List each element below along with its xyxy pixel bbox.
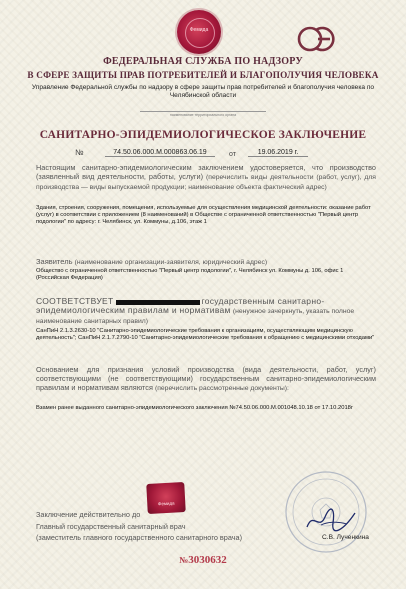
struck-out-phrase: НЕ СООТВЕТСТВУЕТ: [116, 300, 200, 305]
compliance-value: СанПиН 2.1.3.2630-10 "Санитарно-эпидемиологические требования к организациям, осуществляющим медицинскую деятельность"; СанПиН 2.1.7.2790-10 "Санитарно-эпидемиологические требования к обращению с медицинскими отходами": [36, 328, 375, 342]
certify-text: Настоящим санитарно-эпидемиологическим заключением удостоверяется, что производство (заявленный вид деятельности, работы, услуги): [36, 163, 376, 182]
seal-ring: [185, 18, 215, 48]
certificate-date: 19.06.2019 г.: [248, 149, 308, 157]
signature-icon: [303, 505, 359, 535]
hologram-seal: [177, 10, 221, 54]
applicant-row: [36, 257, 376, 266]
seal-text: Фемида: [189, 27, 209, 33]
applicant-label: Заявитель: [36, 257, 73, 266]
signatory-line-2: (заместитель главного государственного санитарного врача): [36, 533, 243, 542]
serial-prefix: №: [179, 555, 189, 565]
certificate-number: 74.50.06.000.М.000863.06.19: [105, 149, 215, 157]
signatory-line-1: Главный государственный санитарный врач: [36, 522, 186, 531]
validity-label: Заключение действительно до: [36, 510, 141, 519]
compliance-hint: (ненужное зачеркнуть, указать полное наименование санитарных правил): [36, 308, 355, 326]
grounds-hint: (перечислить рассмотренные документы):: [154, 385, 289, 393]
compliance-word: СООТВЕТСТВУЕТ: [36, 296, 114, 306]
grounds-value: Взамен ранее выданного санитарно-эпидемиологического заключения №74.50.06.000.М.001048.10.18 от 17.10.2018г: [36, 405, 354, 411]
compliance-paragraph: [36, 297, 380, 327]
certify-value: Здания, строения, сооружения, помещения, используемые для осуществления медицинской деятельности: оказание работ (услуг) в соответствии с приложением (8 наименований) в Обществе с ограниченной ответственностью "Первый центр подологии" по адресу: г. Челябинск, ул. Коммуны, д.106, этаж 1: [36, 205, 371, 226]
service-line-1: ФЕДЕРАЛЬНАЯ СЛУЖБА ПО НАДЗОРУ: [103, 56, 303, 67]
number-label: №: [75, 148, 84, 157]
service-line-2: В СФЕРЕ ЗАЩИТЫ ПРАВ ПОТРЕБИТЕЛЕЙ И БЛАГОПОЛУЧИЯ ЧЕЛОВЕКА: [27, 70, 379, 80]
authority-caption: наименование территориального органа: [140, 111, 266, 117]
document-title: САНИТАРНО-ЭПИДЕМИОЛОГИЧЕСКОЕ ЗАКЛЮЧЕНИЕ: [39, 129, 367, 141]
grounds-paragraph: [36, 365, 376, 394]
applicant-value: Общество с ограниченной ответственностью "Первый центр подологии", г. Челябинск ул. Коммуны д. 106, офис 1 (Российская Федерация): [36, 268, 344, 282]
grounds-text: Основанием для признания условий производства (вида деятельности, работ, услуг) соответствующими (не соответствующими) государственным санитарно-эпидемиологическим правилам и нормативам являются: [36, 365, 376, 393]
certify-hint: (перечислить виды деятельности (работ, услуг), для производства — виды выпускаемой продукции; наименование объекта фактический адрес): [36, 174, 376, 192]
date-prefix: от: [229, 151, 236, 158]
certify-paragraph: [36, 163, 376, 193]
signatory-name: С.В. Лученкина: [322, 534, 369, 541]
hologram-stamp: [146, 482, 186, 514]
se-logo-icon: [296, 25, 336, 53]
serial-number-row: [0, 554, 406, 566]
serial-number: 3030632: [188, 554, 227, 566]
compliance-text: государственным санитарно-эпидемиологическим правилам и нормативам: [36, 296, 325, 316]
management-name: Управление Федеральной службы по надзору в сфере защиты прав потребителей и благополучия человека по Челябинской области: [31, 84, 375, 99]
applicant-hint: (наименование организации-заявителя, юридический адрес): [74, 259, 268, 266]
stamp-text: Фемида: [157, 500, 175, 507]
